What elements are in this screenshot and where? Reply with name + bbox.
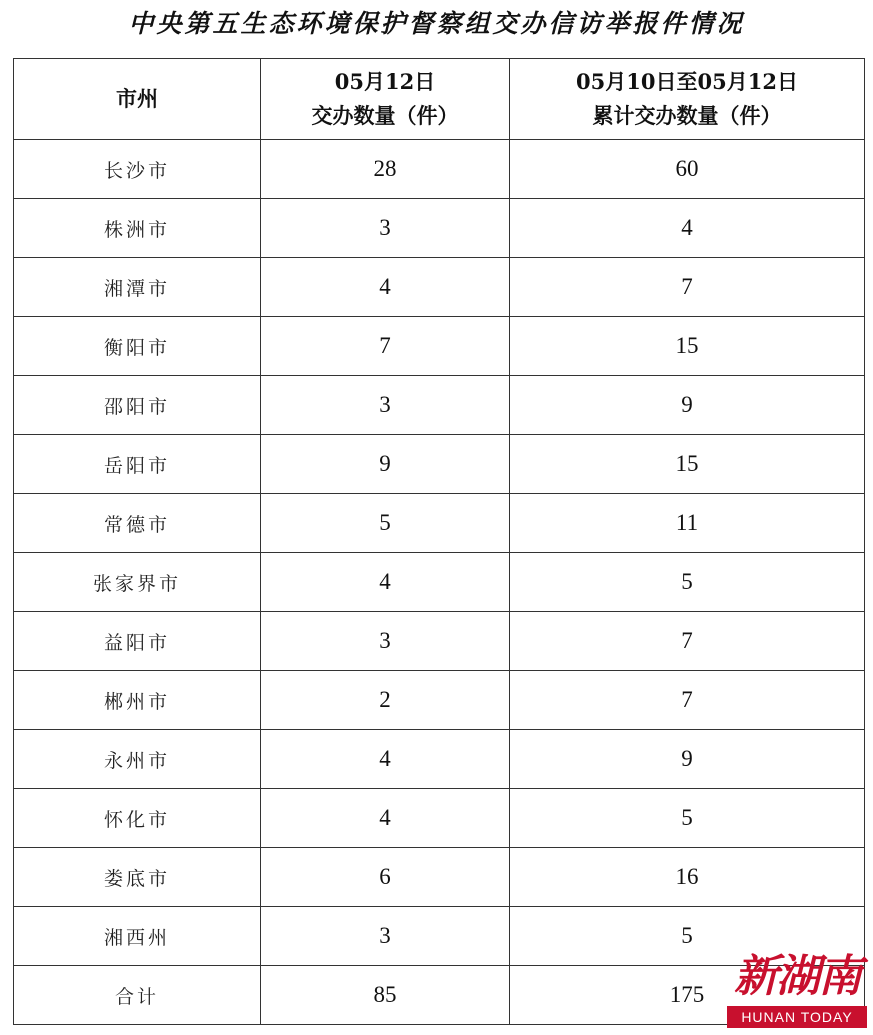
- cumulative-count-cell: 7: [510, 258, 865, 317]
- cumulative-count-cell: 4: [510, 199, 865, 258]
- city-cell: 邵阳市: [14, 376, 261, 435]
- daily-count-cell: 4: [261, 730, 510, 789]
- cumulative-count-cell: 9: [510, 730, 865, 789]
- table-row: [14, 494, 865, 553]
- daily-count-cell: 3: [261, 376, 510, 435]
- table-row: [14, 553, 865, 612]
- header-daily-count: [261, 59, 510, 140]
- daily-count-cell: 7: [261, 317, 510, 376]
- table-row: [14, 435, 865, 494]
- city-cell: 岳阳市: [14, 435, 261, 494]
- header-city-label: 市州: [116, 86, 158, 111]
- header-city: [14, 59, 261, 140]
- report-table: [13, 58, 865, 1025]
- city-cell: 怀化市: [14, 789, 261, 848]
- city-cell: 湘潭市: [14, 258, 261, 317]
- daily-count-cell: 4: [261, 789, 510, 848]
- city-cell: 衡阳市: [14, 317, 261, 376]
- cumulative-count-cell: 5: [510, 553, 865, 612]
- cumulative-count-cell: 9: [510, 376, 865, 435]
- city-cell: 益阳市: [14, 612, 261, 671]
- table-row: [14, 671, 865, 730]
- total-label-cell: 合计: [14, 966, 261, 1025]
- header-daily-date: 05月12日: [334, 69, 436, 94]
- city-cell: 长沙市: [14, 140, 261, 199]
- daily-count-cell: 6: [261, 848, 510, 907]
- table-row: [14, 848, 865, 907]
- city-cell: 永州市: [14, 730, 261, 789]
- table-row: [14, 612, 865, 671]
- table-row: [14, 317, 865, 376]
- daily-count-cell: 4: [261, 258, 510, 317]
- daily-count-cell: 4: [261, 553, 510, 612]
- watermark-brand-cn: 新湖南: [734, 951, 860, 1002]
- cumulative-count-cell: 7: [510, 671, 865, 730]
- cumulative-count-cell: 7: [510, 612, 865, 671]
- watermark-brand-en: HUNAN TODAY: [727, 1006, 867, 1028]
- total-daily-cell: 85: [261, 966, 510, 1025]
- cumulative-count-cell: 16: [510, 848, 865, 907]
- daily-count-cell: 3: [261, 612, 510, 671]
- daily-count-cell: 2: [261, 671, 510, 730]
- table-row: [14, 258, 865, 317]
- hunan-today-watermark: [727, 948, 867, 1030]
- daily-count-cell: 3: [261, 199, 510, 258]
- cumulative-count-cell: 15: [510, 435, 865, 494]
- cumulative-count-cell: 60: [510, 140, 865, 199]
- table-row: [14, 730, 865, 789]
- city-cell: 张家界市: [14, 553, 261, 612]
- header-cumulative-label: 累计交办数量（件）: [592, 103, 782, 128]
- header-cumulative-count: [510, 59, 865, 140]
- cumulative-count-cell: 5: [510, 789, 865, 848]
- daily-count-cell: 3: [261, 907, 510, 966]
- total-cumulative-cell: 175: [510, 966, 865, 1025]
- daily-count-cell: 28: [261, 140, 510, 199]
- report-title: 中央第五生态环境保护督察组交办信访举报件情况: [128, 9, 745, 38]
- city-cell: 常德市: [14, 494, 261, 553]
- city-cell: 株洲市: [14, 199, 261, 258]
- table-row: [14, 789, 865, 848]
- table-header-row: [14, 59, 865, 140]
- daily-count-cell: 9: [261, 435, 510, 494]
- header-cumulative-date: 05月10日至05月12日: [576, 69, 798, 94]
- city-cell: 郴州市: [14, 671, 261, 730]
- daily-count-cell: 5: [261, 494, 510, 553]
- cumulative-count-cell: 15: [510, 317, 865, 376]
- header-daily-label: 交办数量（件）: [311, 103, 459, 128]
- cumulative-count-cell: 5: [510, 907, 865, 966]
- table-row: [14, 140, 865, 199]
- city-cell: 娄底市: [14, 848, 261, 907]
- city-cell: 湘西州: [14, 907, 261, 966]
- table-row: [14, 376, 865, 435]
- cumulative-count-cell: 11: [510, 494, 865, 553]
- table-row: [14, 199, 865, 258]
